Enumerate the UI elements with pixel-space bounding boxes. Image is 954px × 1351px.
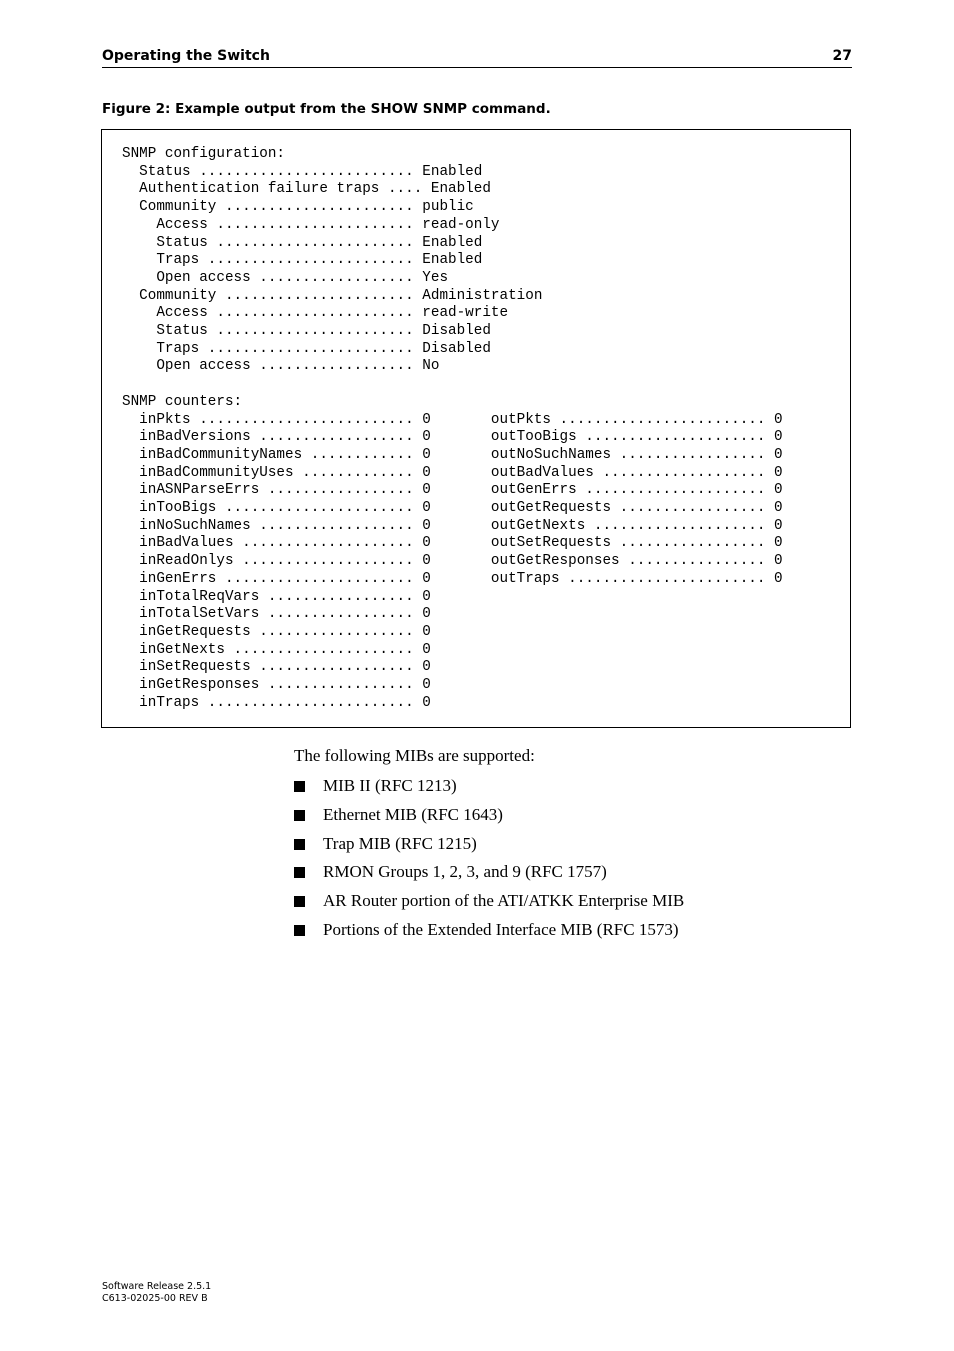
code-line: SNMP counters: [122,393,243,410]
mib-item-label: MIB II (RFC 1213) [323,776,457,795]
code-line: Traps ........................ Enabled [122,252,483,269]
list-item [294,890,684,919]
mib-item-label: RMON Groups 1, 2, 3, and 9 (RFC 1757) [323,862,607,882]
square-bullet-icon [294,896,305,907]
code-line: Status ......................... Enabled [122,163,483,180]
list-item [294,804,684,833]
code-line: inGetRequests .................. 0 [122,623,431,640]
list-item [294,861,684,890]
square-bullet-icon [294,925,305,936]
square-bullet-icon [294,867,305,878]
mib-item-label: AR Router portion of the ATI/ATKK Enterprise MIB [323,891,685,911]
code-line: Status ....................... Disabled [122,323,491,340]
code-line: inBadValues .................... 0 outSetRequests ................. 0 [122,535,783,552]
square-bullet-icon [294,839,305,850]
snmp-output-text [122,146,783,713]
page-footer [102,1281,211,1305]
code-line: inBadVersions .................. 0 outTooBigs ..................... 0 [122,429,783,446]
code-line: inGetResponses ................. 0 [122,677,431,694]
page-header [102,47,852,68]
code-line: inPkts ......................... 0 outPkts ........................ 0 [122,411,783,428]
code-line: Status ....................... Enabled [122,234,483,251]
document-id: C613-02025-00 REV B [102,1293,208,1304]
mib-item-label: Portions of the Extended Interface MIB (RFC 1573) [323,919,679,939]
code-line: Open access .................. Yes [122,269,449,286]
code-line: inSetRequests .................. 0 [122,659,431,676]
code-line: inBadCommunityUses ............. 0 outBadValues ................... 0 [122,464,783,481]
figure-caption: Figure 2: Example output from the SHOW SNMP command. [102,101,551,117]
list-item [294,833,684,862]
mib-intro-text: The following MIBs are supported: [294,746,535,765]
code-line: inGenErrs ...................... 0 outTraps ....................... 0 [122,570,783,587]
code-line: Authentication failure traps .... Enabled [122,181,491,198]
snmp-output-box [101,129,851,728]
code-line: Traps ........................ Disabled [122,340,491,357]
square-bullet-icon [294,781,305,792]
square-bullet-icon [294,810,305,821]
code-line: inTooBigs ...................... 0 outGetRequests ................. 0 [122,500,783,517]
code-line: Access ....................... read-write [122,305,509,322]
code-line: Access ....................... read-only [122,216,500,233]
software-release: Software Release 2.5.1 [102,1281,212,1292]
code-line: inBadCommunityNames ............ 0 outNoSuchNames ................. 0 [122,446,783,463]
code-line: inNoSuchNames .................. 0 outGetNexts .................... 0 [122,517,783,534]
mib-list [294,775,684,948]
mib-item-label: Ethernet MIB (RFC 1643) [323,804,503,824]
code-line: Open access .................. No [122,358,440,375]
list-item [294,775,684,804]
code-line: inTraps ........................ 0 [122,694,431,711]
code-line: Community ...................... Administration [122,287,543,304]
code-line: inASNParseErrs ................. 0 outGenErrs ..................... 0 [122,482,783,499]
code-line: inTotalReqVars ................. 0 [122,588,431,605]
code-line: inReadOnlys .................... 0 outGetResponses ................ 0 [122,553,783,570]
code-line: inGetNexts ..................... 0 [122,641,431,658]
mib-item-label: Trap MIB (RFC 1215) [323,833,477,853]
page-number: 27 [832,48,852,64]
code-line: SNMP configuration: [122,146,286,162]
list-item [294,919,684,948]
code-line: inTotalSetVars ................. 0 [122,606,431,623]
section-title: Operating the Switch [102,48,270,64]
code-line: Community ...................... public [122,199,474,216]
